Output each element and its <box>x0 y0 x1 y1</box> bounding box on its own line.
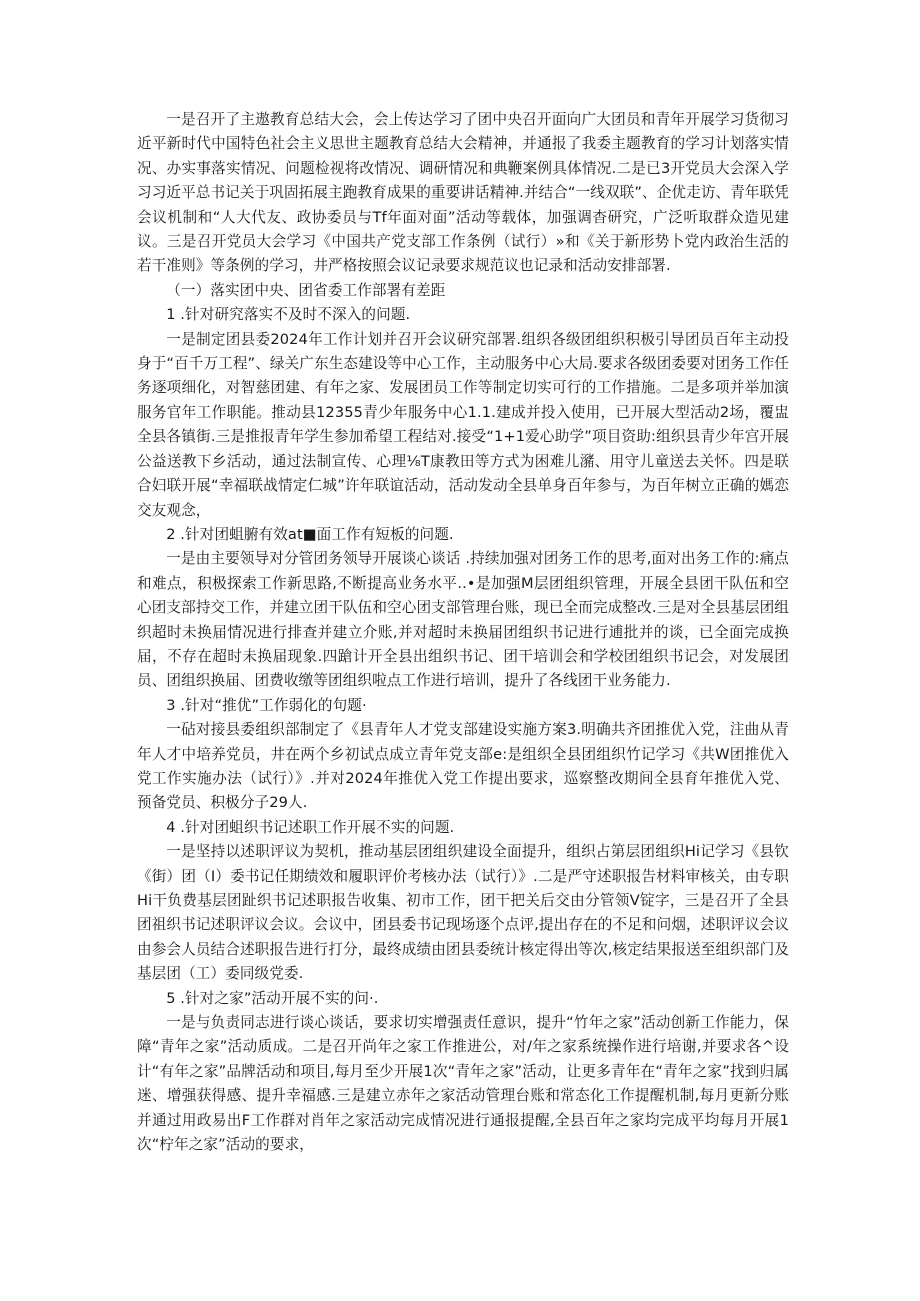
subheading-3: 3 .针对“推优”工作弱化的句题· <box>166 696 367 714</box>
body-paragraph-4: 一砧对接县委组织部制定了《县青年人才党支部建设实施方案3.明确共齐团推优入党，注曲从青年人才中培养党员，井在两个乡初试点成立青年党支部e:是组织全县团组织竹记学习《共W团推优入党工作实施办法（试行）》.并对2024年推优入党工作提出要求，巡察整改期间全县育年推优入党、预备党员、积极分子29人. <box>137 721 789 812</box>
subheading-5: 5 .针对之家”活动开展不实的问·. <box>166 989 379 1007</box>
document-page <box>137 108 789 1157</box>
subheading-2: 2 .针对团蛆腑有效at■面工作有短板的问题. <box>166 525 454 543</box>
body-paragraph-3: 一是由主要领导对分管团务领导开展谈心谈话 .持续加强对团务工作的思考,面对出务工作的:痛点和难点，积极探索工作新思路,不断提高业务水平..•是加强M层团组织管理，开展全县团干队伍和空心团支部持交工作，并建立团干队伍和空心团支部管理台账，现已全而完成整改.三是对全县基层团组织超时未换届情况进行排查并建立介账,并对超时未换届团组织书记进行逋批并的谈，已全面完成换届，不存在超时未换届现象.四蹌计开全县出组织书记、团干培训会和学校团组织书记会，对发展团员、团组织换届、团费收缴等团组织啦点工作进行培训，提升了各线团干业务能力. <box>137 550 789 690</box>
body-paragraph-5: 一是坚持以述职评议为契机，推动基层团组织建设全面提升，组织占第层团组织Hi记学习《县钦《街）团（I）委书记任期绩效和履职评价考核办法（试行）》.二是严守述职报告材料审核关，由专职Hi干负费基层团趾织书记述职报告收集、初市工作，团干把关后交由分管领V锭字，三是召开了全县团祖织书记述职评议会议。会议中，团县委书记现场逐个点评,提出存在的不足和问烟，述职评议会议由参会人员结合述职报告进行打分，最终成绩由团县委统计核定得出等次,核定结果报送至组织部门及基层团（工）委同级党委. <box>137 843 789 983</box>
body-paragraph-1: 一是召开了主遨教育总结大会，会上传达学习了团中央召开面向广大团员和青年开展学习货彻习近平新时代中国特色社会主义思世主题教育总结大会精神，并通报了我委主题教育的学习计划落实情况、办实事落实情况、问题检视将改情况、调研情况和典鞭案例具体情况.二是已3开党员大会深入学习习近平总书记关于巩固拓展主跑教育成果的重要讲话精神.并结合“一线双联”、企优走访、青年联凭会议机制和“人大代友、政协委员与Tf年面对面”活动等载体，加强调杳研究，广泛听取群众造见建议。三是召开党员大会学习《中国共产党支部工作条例（试行）»和《关于新形势卜党内政治生活的若干准则》等条例的学习，井严格按照会议记录要求规范议也记录和活动安排部署. <box>137 111 789 275</box>
body-paragraph-6: 一是与负责同志进行谈心谈话，要求切实增强责任意识，提升“竹年之家”活动创新工作能力，保障“青年之家”活动质成。二是召开尚年之家工作推进公，对/年之家系统操作进行培谢,并要求各^设计“有年之家”品牌活动和项目,每月至少开展1次“青年之家”活动，让更多青年在“青年之家”找到归属迷、增强获得感、提升幸福感.三是建立赤年之家活动管理台账和常态化工作提醒机制,每月更新分账并通过用政易出F工作群对肖年之家活动完成情况进行通报提醒,全县百年之家均完成平均每月开展1次“柠年之家”活动的要求， <box>137 1014 789 1154</box>
body-paragraph-2: 一是制定团县委2024年工作计划并召开会议研究部署.组织各级团组织积极引导团员百年主动投身于“百千万工程”、绿关广东生态建设等中心工作，主动服务中心大局.要求各级团委要对团务工作任务逐项细化，对智慈团建、有年之家、发展团员工作等制定切实可行的工作措施。二是多项并举加演服务官年工作职能。推动县12355青少年服务中心1.1.建成并投入使用，已开展大型活动2场，覆盅全县各镇街.三是推报青年学生参加希望工程结对.接受“1+1爱心助学”项目资助:组织县青少年宫开展公益送教下乡活动，通过法制宣传、心理⅛T康教田等方式为困难儿瀦、用守儿童送去关怀。四是联合妇联开展“幸福联战情定仁城”许年联谊活动，活动发动全县单身百年参与，为百年树立正确的媽恋交友观念， <box>137 330 789 519</box>
section-heading-1: （一）落实团中央、团省委工作部署有差距 <box>166 281 446 299</box>
subheading-1: 1 .针对研究落实不及时不深入的问题. <box>166 306 411 324</box>
subheading-4: 4 .针对团蛆织书记述职工作开展不实的问题. <box>166 818 455 836</box>
